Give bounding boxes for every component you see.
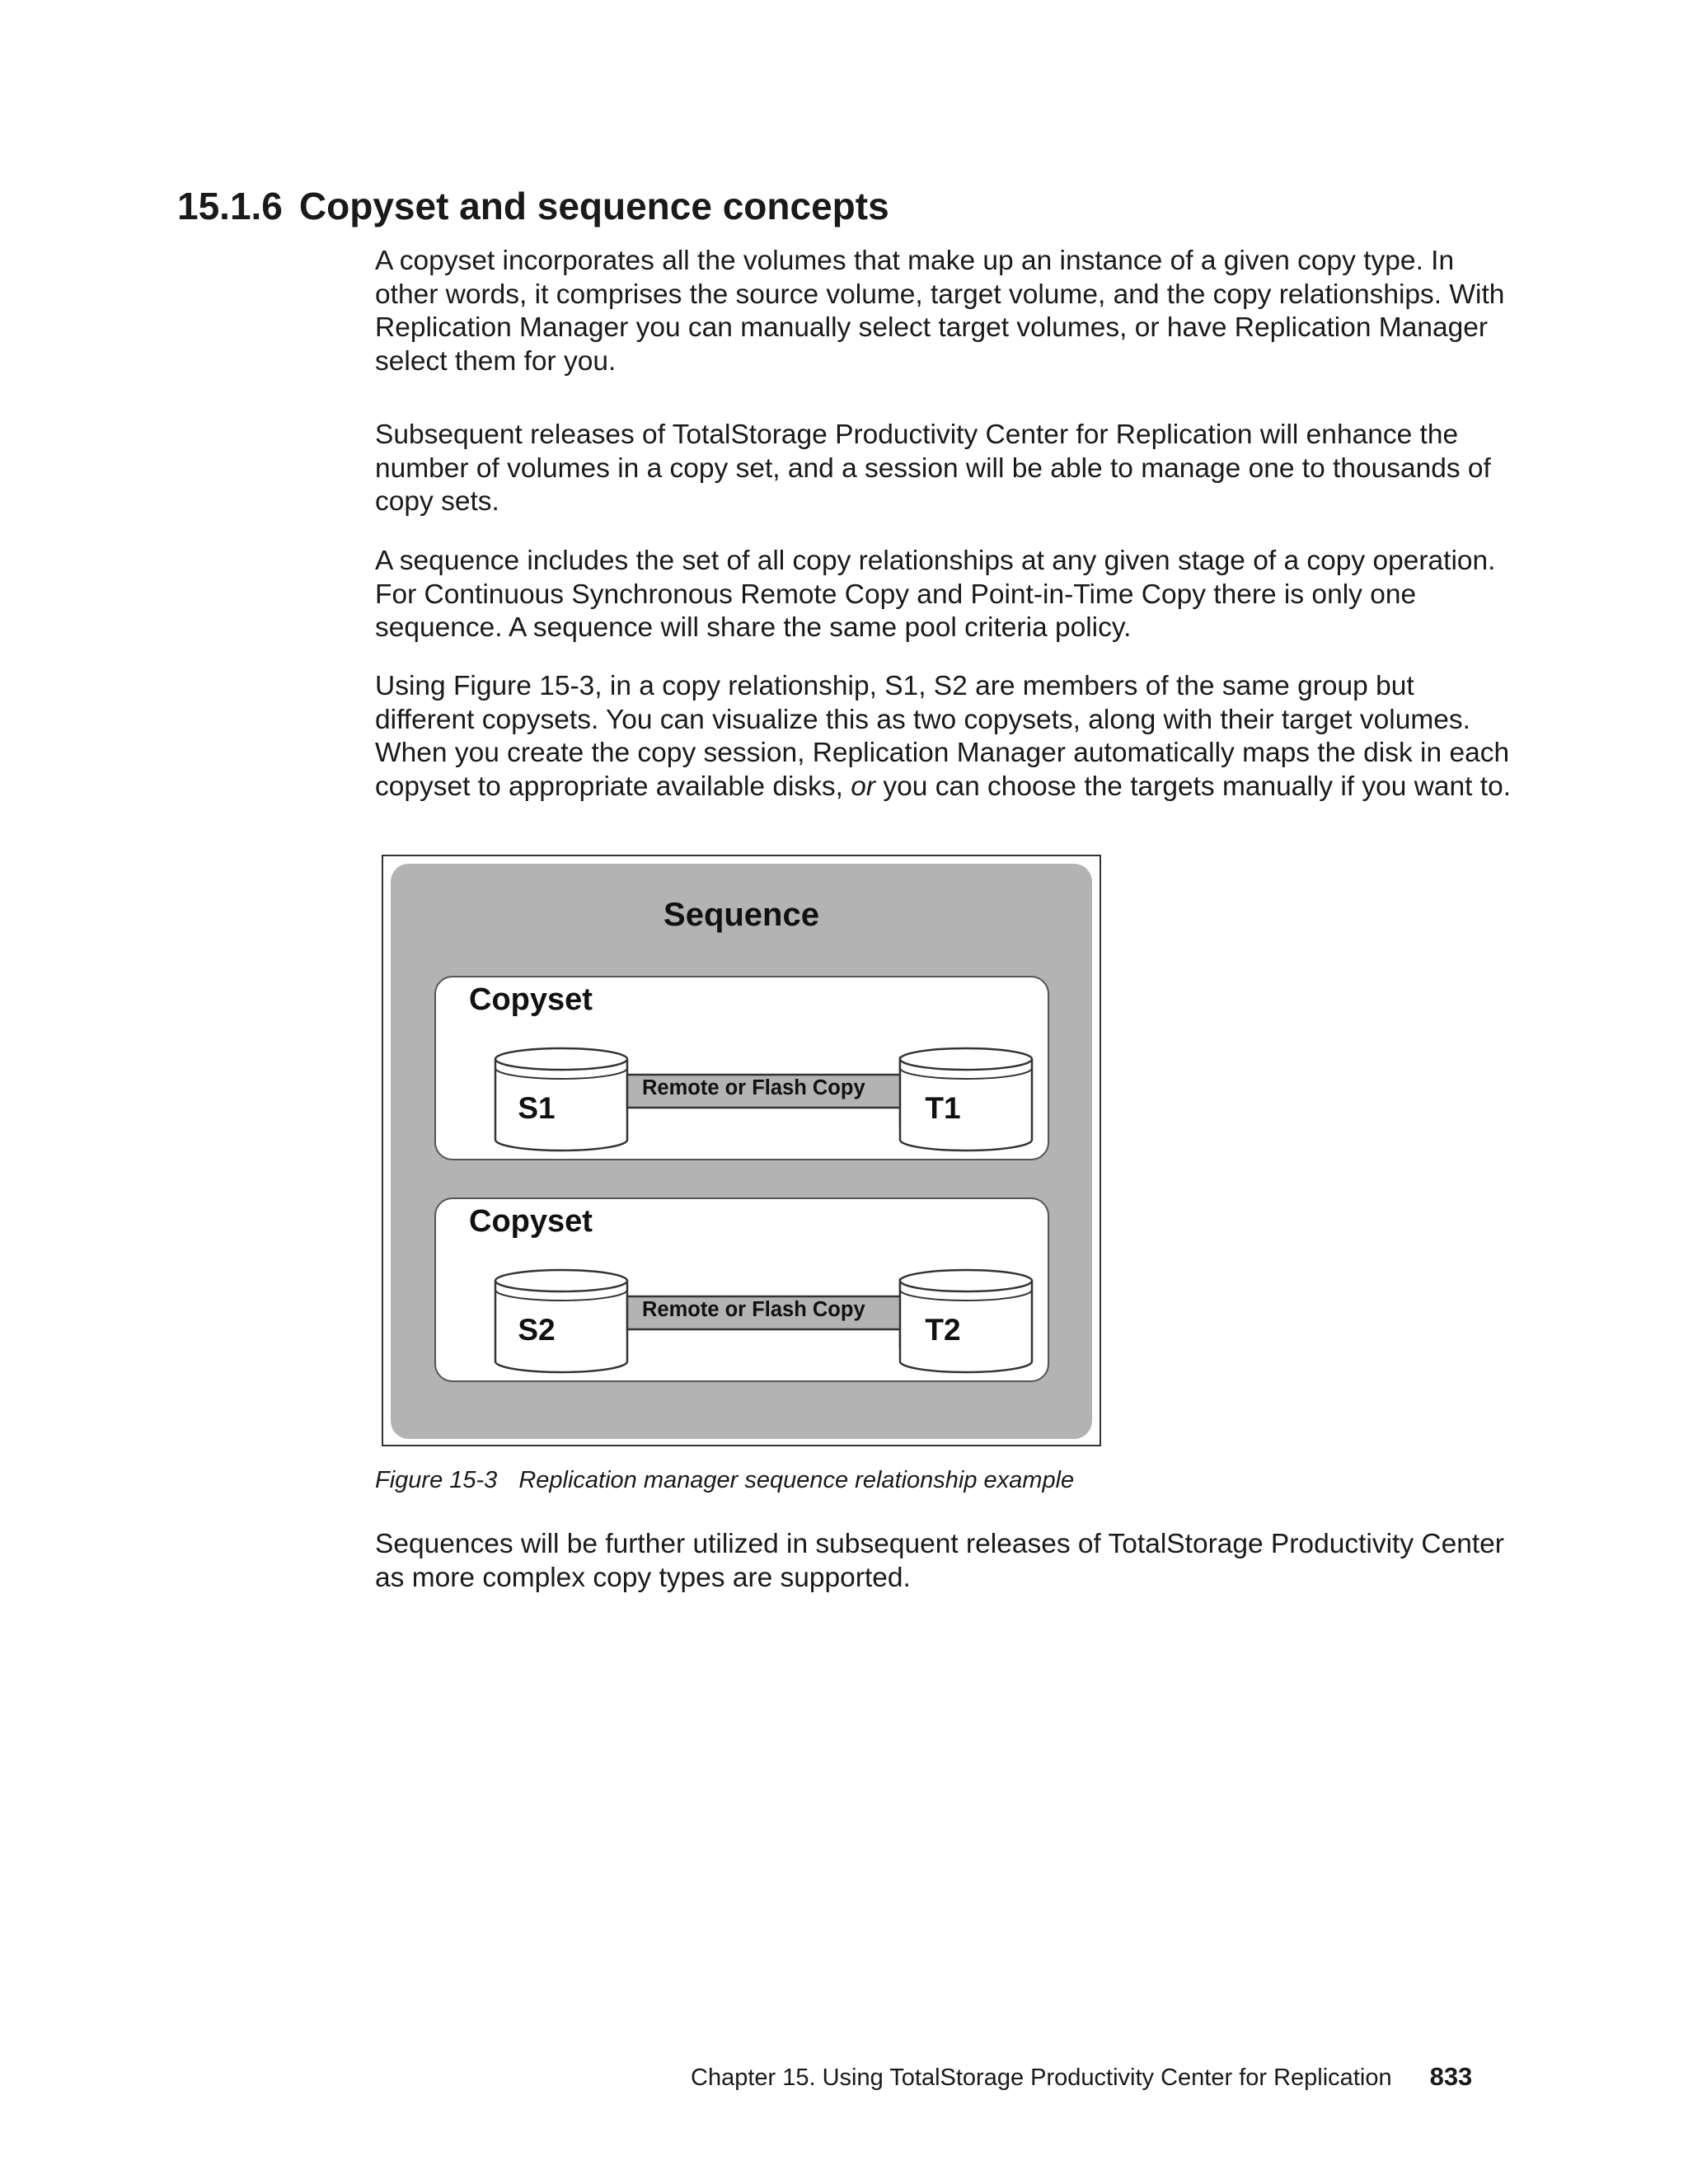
paragraph-copyset-definition: A copyset incorporates all the volumes that make up an instance of a given copy type. In other words, it comprises the source volume, target volume, and the copy relationships. With Replication Manager you can manually select target volumes, or have Replication Manager select them for you. bbox=[375, 246, 1505, 377]
copyset-box bbox=[434, 1197, 1049, 1382]
caption-label: Figure 15-3 bbox=[375, 1467, 498, 1493]
emphasis-or: or bbox=[851, 771, 876, 802]
paragraph-sequence-definition: A sequence includes the set of all copy relationships at any given stage of a copy operation. For Continuous Synchronous Remote Copy and Point-in-Time Copy there is only one sequence. A sequence will share the same pool criteria policy. bbox=[375, 546, 1496, 643]
sequence-title: Sequence bbox=[663, 897, 819, 933]
copyset-drawing bbox=[436, 977, 1051, 1162]
page-number: 833 bbox=[1429, 2062, 1473, 2091]
copyset-label: Copyset bbox=[469, 1204, 593, 1239]
figure-15-3 bbox=[382, 855, 1101, 1446]
section-title: Copyset and sequence concepts bbox=[298, 185, 889, 227]
arrow-label: Remote or Flash Copy bbox=[642, 1076, 865, 1099]
copyset-label: Copyset bbox=[469, 982, 593, 1017]
figure-caption bbox=[375, 1467, 1074, 1494]
section-number: 15.1.6 bbox=[177, 185, 283, 227]
paragraph-text: you can choose the targets manually if you want to. bbox=[875, 771, 1512, 802]
paragraph-text: Using Figure 15-3, in a copy relationship, S1, S2 are members of the same group but different copysets. You can visualize this as two copysets, along with their target volumes. When you create the copy session, Replication Manager automatically maps the disk in each copyset to appropriate available disks, bbox=[375, 671, 1510, 802]
caption-text: Replication manager sequence relationship example bbox=[518, 1467, 1075, 1493]
copyset-drawing bbox=[436, 1199, 1051, 1384]
target-volume-label: T1 bbox=[925, 1091, 961, 1125]
source-volume-label: S1 bbox=[518, 1091, 556, 1125]
arrow-label: Remote or Flash Copy bbox=[642, 1298, 865, 1321]
page-footer bbox=[691, 2062, 1472, 2092]
paragraph-future-releases: Subsequent releases of TotalStorage Productivity Center for Replication will enhance the number of volumes in a copy set, and a session will be able to manage one to thousands of copy sets. bbox=[375, 419, 1491, 517]
target-volume-label: T2 bbox=[925, 1313, 961, 1347]
copyset-box bbox=[434, 976, 1049, 1160]
section-heading bbox=[177, 183, 889, 229]
source-volume-label: S2 bbox=[518, 1313, 556, 1347]
paragraph-closing: Sequences will be further utilized in subsequent releases of TotalStorage Productivity Center as more complex copy types are supported. bbox=[375, 1529, 1504, 1593]
paragraph-figure-explanation bbox=[375, 670, 1512, 804]
sequence-panel bbox=[391, 864, 1092, 1439]
footer-chapter: Chapter 15. Using TotalStorage Productivity Center for Replication bbox=[691, 2064, 1392, 2091]
